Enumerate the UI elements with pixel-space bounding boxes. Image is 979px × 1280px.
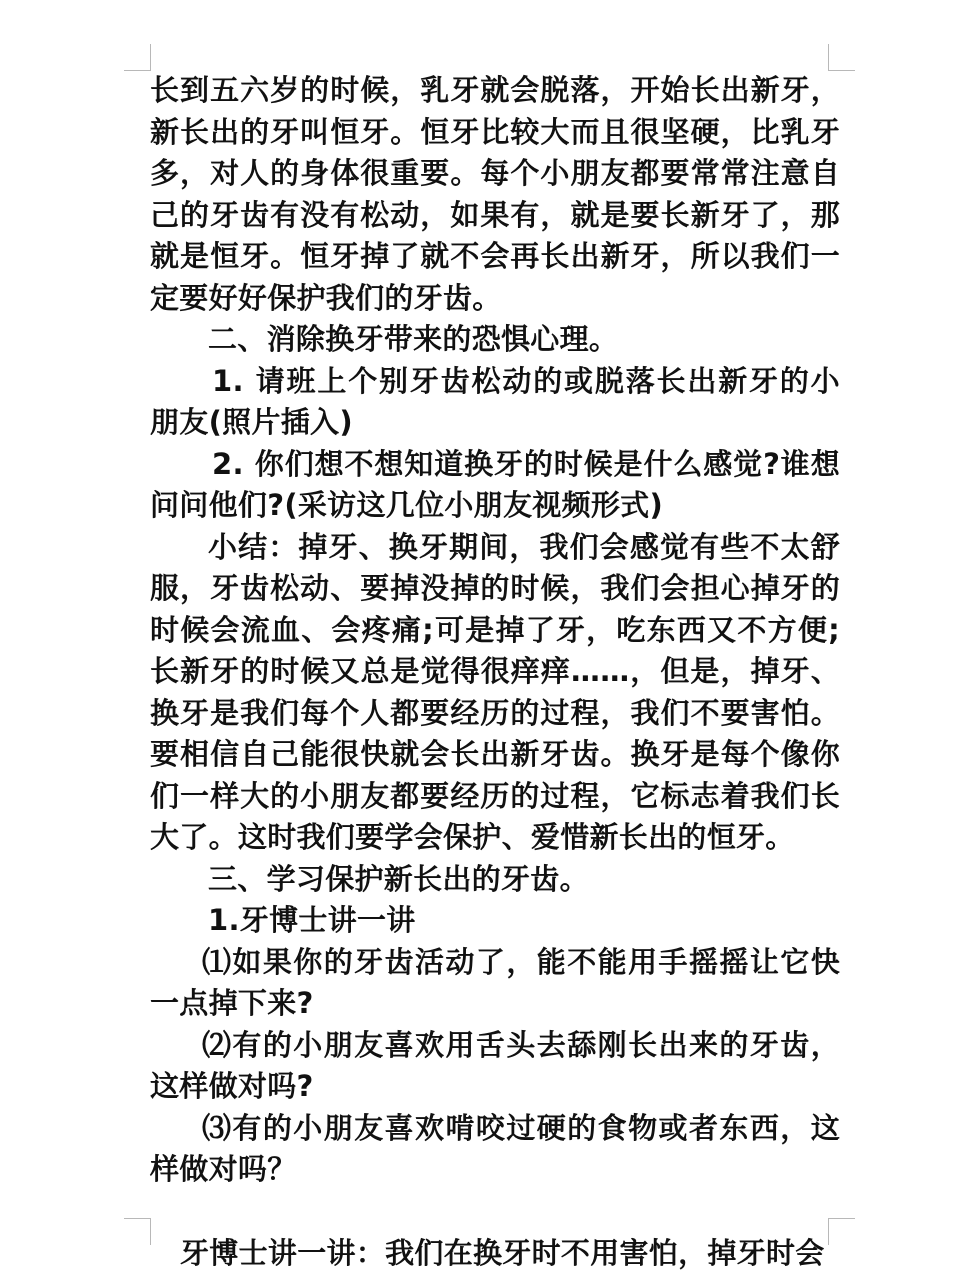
crop-mark-top-right	[828, 44, 855, 71]
paragraph-summary: 小结：掉牙、换牙期间，我们会感觉有些不太舒服，牙齿松动、要掉没掉的时候，我们会担心掉牙的时候会流血、会疼痛;可是掉了牙，吃东西又不方便;长新牙的时候又总是觉得很痒痒……，但是，掉牙、换牙是我们每个人都要经历的过程，我们不要害怕。要相信自己能很快就会长出新牙齿。换牙是每个像你们一样大的小朋友都要经历的过程，它标志着我们长大了。这时我们要学会保护、爱惜新长出的恒牙。	[150, 529, 840, 854]
paragraph-permanent-teeth: 长到五六岁的时候，乳牙就会脱落，开始长出新牙，新长出的牙叫恒牙。恒牙比较大而且很坚硬，比乳牙多，对人的身体很重要。每个小朋友都要常常注意自己的牙齿有没有松动，如果有，就是要长新牙了，那就是恒牙。恒牙掉了就不会再长出新牙，所以我们一定要好好保护我们的牙齿。	[150, 73, 840, 315]
heading-section-three: 三、学习保护新长出的牙齿。	[208, 861, 589, 896]
list-item-two-2: 2. 你们想不想知道换牙的时候是什么感觉?谁想问问他们?(采访这几位小朋友视频形式)	[150, 446, 840, 522]
list-item-two-1: 1. 请班上个别牙齿松动的或脱落长出新牙的小朋友(照片插入)	[150, 363, 840, 439]
paragraph-gap	[150, 1191, 840, 1233]
crop-mark-top-left	[124, 44, 151, 71]
question-3: ⑶有的小朋友喜欢啃咬过硬的食物或者东西，这样做对吗？	[150, 1110, 840, 1186]
list-item-three-1: 1.牙博士讲一讲	[208, 903, 416, 937]
heading-section-two: 二、消除换牙带来的恐惧心理。	[208, 322, 619, 356]
document-body	[150, 70, 840, 1274]
question-1: ⑴如果你的牙齿活动了，能不能用手摇摇让它快一点掉下来?	[150, 944, 840, 1020]
crop-mark-bottom-left	[124, 1218, 151, 1245]
question-2: ⑵有的小朋友喜欢用舌头去舔刚长出来的牙齿，这样做对吗?	[150, 1027, 840, 1103]
paragraph-doctor-explains: 牙博士讲一讲：我们在换牙时不用害怕，掉牙时会	[180, 1235, 825, 1270]
